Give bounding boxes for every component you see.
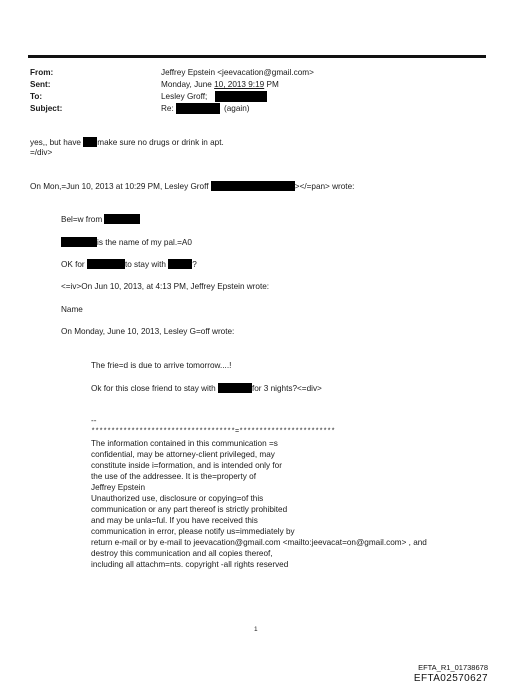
to-value-text: Lesley Groff; xyxy=(161,92,208,101)
quote-header-b: ></=pan> wrote: xyxy=(294,182,355,191)
quote-line2 xyxy=(61,237,192,248)
quote-line3-a: OK for xyxy=(61,260,85,269)
disclaimer-line: confidential, may be attorney-client privileged, may xyxy=(91,450,275,459)
quote-line3-b: to stay with xyxy=(124,260,166,269)
signature-dashes: -- xyxy=(91,416,97,425)
sent-value-suffix: PM xyxy=(264,80,279,89)
to-label: To: xyxy=(30,92,43,101)
to-value xyxy=(161,92,207,102)
footer-id-2: EFTA02570627 xyxy=(413,673,488,684)
disclaimer-line: destroy this communication and all copies thereof, xyxy=(91,549,273,558)
quote-line8 xyxy=(91,383,322,394)
redaction-email xyxy=(211,181,295,191)
quote-line1-a: Bel=w from xyxy=(61,215,103,224)
disclaimer-line: The information contained in this communication =s xyxy=(91,439,278,448)
quote-line4: <=iv>On Jun 10, 2013, at 4:13 PM, Jeffrey Epstein wrote: xyxy=(61,282,270,291)
quote-line8-b: for 3 nights?<=div> xyxy=(251,384,322,393)
quote-header xyxy=(30,181,354,192)
footer-id-1: EFTA_R1_01738678 xyxy=(418,663,488,672)
quote-header-a: On Mon,=Jun 10, 2013 at 10:29 PM, Lesley Groff xyxy=(30,182,209,191)
sent-value-prefix: Monday, June xyxy=(161,80,215,89)
redaction-q8 xyxy=(218,383,252,393)
quote-line1 xyxy=(61,214,140,225)
disclaimer-line: Jeffrey Epstein xyxy=(91,483,146,492)
redaction-q2 xyxy=(61,237,97,247)
disclaimer-line: the use of the addressee. It is the=property of xyxy=(91,472,256,481)
sent-label: Sent: xyxy=(30,80,51,89)
redaction-body1 xyxy=(83,137,97,147)
redaction-q3a xyxy=(87,259,125,269)
disclaimer-line: and may be unla=ful. If you have received this xyxy=(91,516,258,525)
body-line1-b: make sure no drugs or drink in apt. xyxy=(97,138,224,147)
disclaimer-line: return e-mail or by e-mail to jeevacation@gmail.com <mailto:jeevacat=on@gmail.com> , and xyxy=(91,538,427,547)
header-rule xyxy=(28,55,486,58)
quote-line6: On Monday, June 10, 2013, Lesley G=off wrote: xyxy=(61,327,235,336)
redaction-subject xyxy=(176,103,220,114)
sent-value-link: 10, 2013 9:19 xyxy=(214,80,265,89)
disclaimer-line: including all attachm=nts. copyright -all rights reserved xyxy=(91,560,289,569)
asterisk-divider: ************************************=************************ xyxy=(91,428,336,436)
body-line1-a: yes,, but have xyxy=(30,138,81,147)
from-label: From: xyxy=(30,68,54,77)
disclaimer-line: Unauthorized use, disclosure or copying=of this xyxy=(91,494,264,503)
subject-label: Subject: xyxy=(30,104,63,113)
subject-prefix: Re: xyxy=(161,104,174,113)
body-line1 xyxy=(30,137,224,148)
quote-line2-b: is the name of my pal.=A0 xyxy=(97,238,192,247)
disclaimer-line: communication in error, please notify us=immediately by xyxy=(91,527,295,536)
quote-line3 xyxy=(61,259,197,270)
redaction-q3b xyxy=(168,259,192,269)
disclaimer-line: communication or any part thereof is strictly prohibited xyxy=(91,505,288,514)
quote-line5: Name xyxy=(61,305,83,314)
quote-line7: The frie=d is due to arrive tomorrow....! xyxy=(91,361,232,370)
subject-suffix: (again) xyxy=(224,104,250,113)
page-number: 1 xyxy=(254,626,258,633)
sent-value xyxy=(161,80,279,90)
from-value: Jeffrey Epstein <jeevacation@gmail.com> xyxy=(161,68,314,77)
redaction-to xyxy=(215,91,267,102)
quote-line8-a: Ok for this close friend to stay with xyxy=(91,384,216,393)
quote-line3-c: ? xyxy=(192,260,197,269)
body-line2: =/div> xyxy=(30,148,53,157)
redaction-q1 xyxy=(104,214,140,224)
disclaimer-line: constitute inside i=formation, and is intended only for xyxy=(91,461,282,470)
